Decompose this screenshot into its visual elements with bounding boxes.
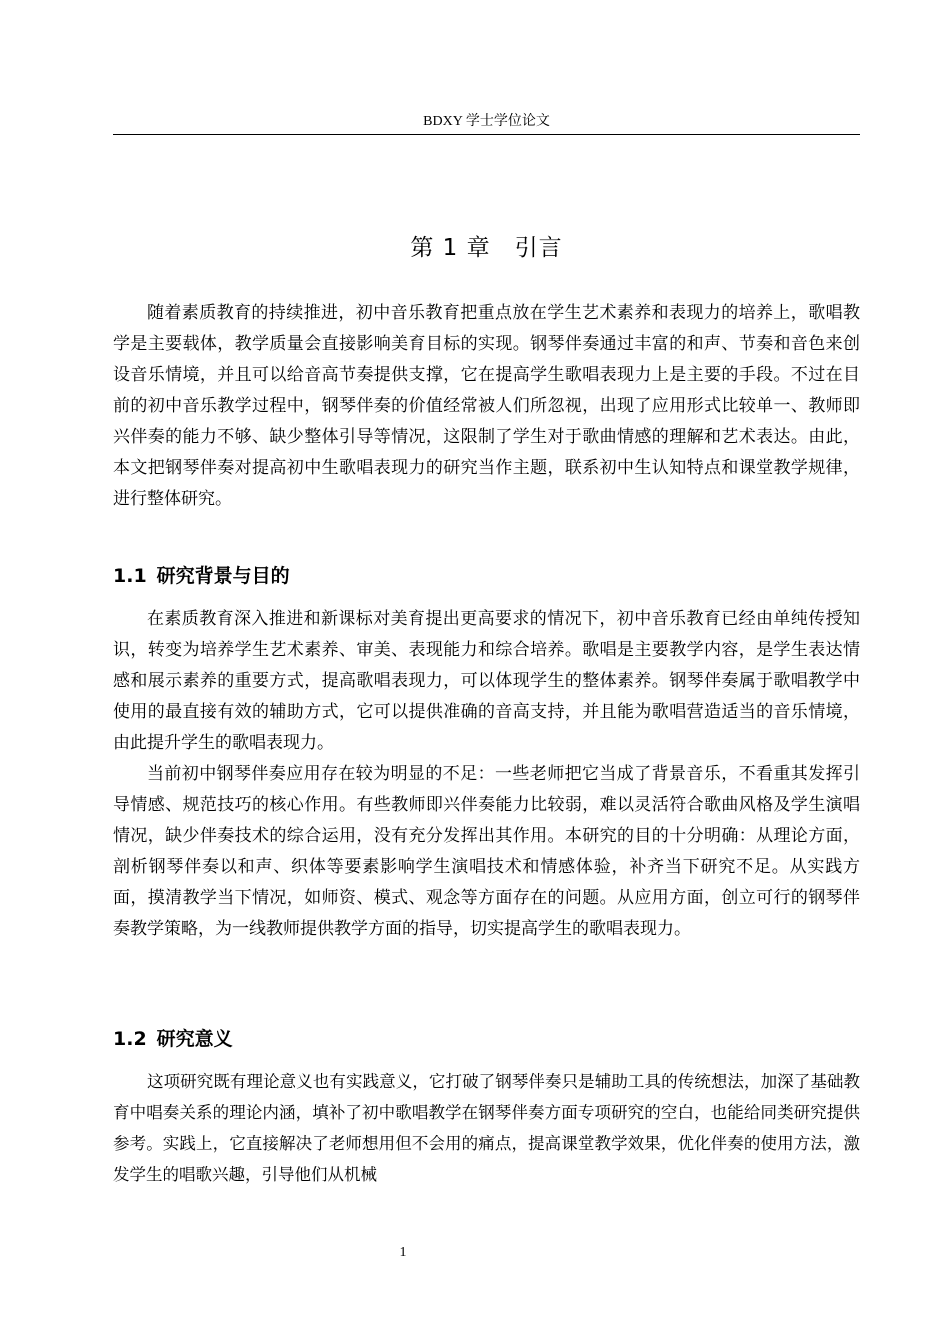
intro-paragraph: 随着素质教育的持续推进，初中音乐教育把重点放在学生艺术素养和表现力的培养上，歌唱教学是主要载体，教学质量会直接影响美育目标的实现。钢琴伴奏通过丰富的和声、节奏和音色来创设音乐情境，并且可以给音高节奏提供支撑，它在提高学生歌唱表现力上是主要的手段。不过在目前的初中音乐教学过程中，钢琴伴奏的价值经常被人们所忽视，出现了应用形式比较单一、教师即兴伴奏的能力不够、缺少整体引导等情况，这限制了学生对于歌曲情感的理解和艺术表达。由此，本文把钢琴伴奏对提高初中生歌唱表现力的研究当作主题，联系初中生认知特点和课堂教学规律，进行整体研究。 (113, 303, 860, 509)
section-title: 研究背景与目的 (156, 565, 290, 587)
page-number: 1 (399, 1245, 407, 1260)
section-number: 1.1 (113, 565, 147, 587)
chapter-title (113, 232, 860, 264)
section-title: 研究意义 (156, 1028, 233, 1050)
chapter-number: 第 1 章 (410, 235, 491, 261)
body-paragraph: 在素质教育深入推进和新课标对美育提出更高要求的情况下，初中音乐教育已经由单纯传授知识，转变为培养学生艺术素养、审美、表现能力和综合培养。歌唱是主要教学内容，是学生表达情感和展示素养的重要方式，提高歌唱表现力，可以体现学生的整体素养。钢琴伴奏属于歌唱教学中使用的最直接有效的辅助方式，它可以提供准确的音高支持，并且能为歌唱营造适当的音乐情境，由此提升学生的歌唱表现力。 (113, 609, 860, 753)
section-heading-1-2 (113, 1025, 860, 1053)
chapter-heading-text: 引言 (514, 235, 563, 261)
section-number: 1.2 (113, 1028, 147, 1050)
body-paragraph: 这项研究既有理论意义也有实践意义，它打破了钢琴伴奏只是辅助工具的传统想法，加深了基础教育中唱奏关系的理论内涵，填补了初中歌唱教学在钢琴伴奏方面专项研究的空白，也能给同类研究提供参考。实践上，它直接解决了老师想用但不会用的痛点，提高课堂教学效果，优化伴奏的使用方法，激发学生的唱歌兴趣，引导他们从机械 (113, 1072, 860, 1184)
section-heading-1-1 (113, 562, 860, 590)
header-divider (113, 134, 860, 135)
running-header: BDXY 学士学位论文 (423, 114, 550, 129)
body-paragraph: 当前初中钢琴伴奏应用存在较为明显的不足：一些老师把它当成了背景音乐，不看重其发挥引导情感、规范技巧的核心作用。有些教师即兴伴奏能力比较弱，难以灵活符合歌曲风格及学生演唱情况，缺少伴奏技术的综合运用，没有充分发挥出其作用。本研究的目的十分明确：从理论方面，剖析钢琴伴奏以和声、织体等要素影响学生演唱技术和情感体验，补齐当下研究不足。从实践方面，摸清教学当下情况，如师资、模式、观念等方面存在的问题。从应用方面，创立可行的钢琴伴奏教学策略，为一线教师提供教学方面的指导，切实提高学生的歌唱表现力。 (113, 764, 860, 939)
